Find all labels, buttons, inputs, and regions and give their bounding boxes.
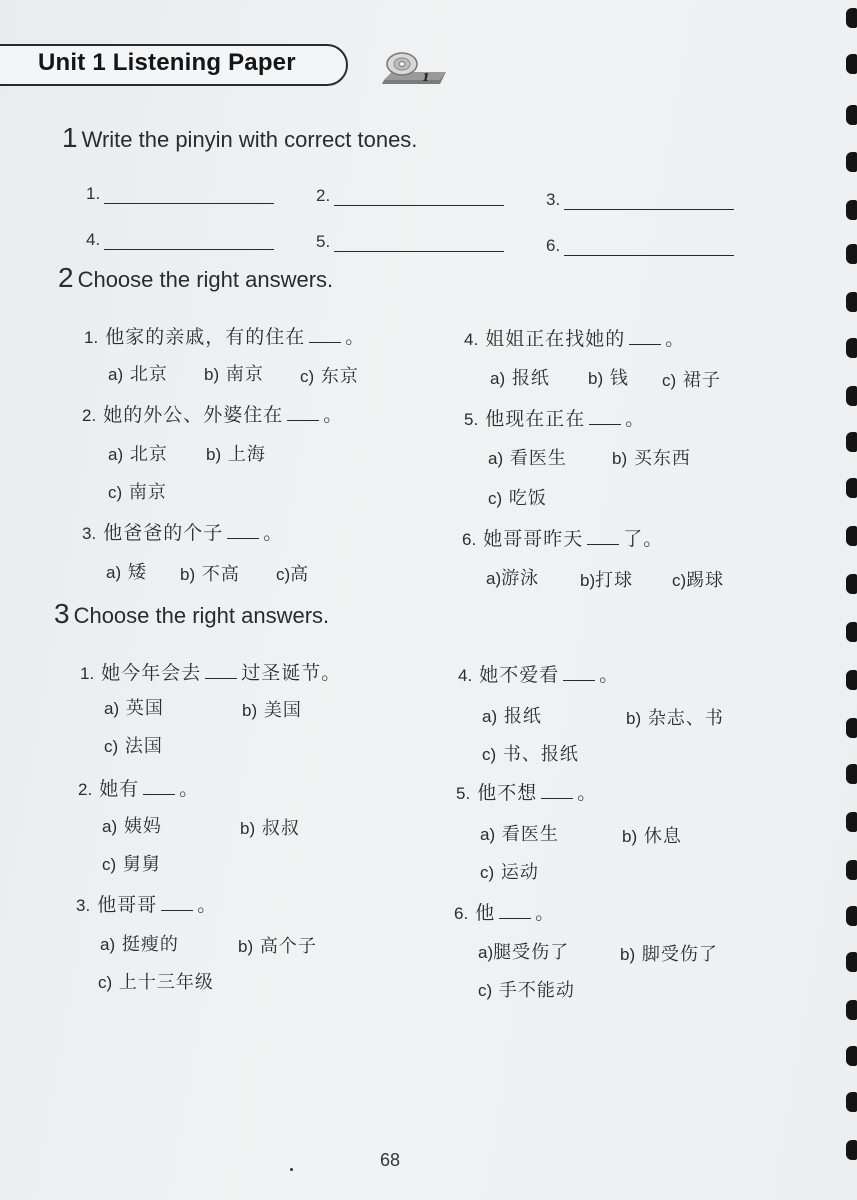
- binding-ring: [846, 8, 857, 28]
- answer-line[interactable]: [334, 233, 504, 252]
- answer-gap[interactable]: [227, 522, 259, 539]
- section-2-heading: [58, 262, 333, 294]
- option-b[interactable]: b)打球: [580, 570, 634, 591]
- option-a[interactable]: a) 矮: [106, 562, 147, 583]
- option-a[interactable]: a) 北京: [108, 364, 168, 385]
- pinyin-blank-2[interactable]: [316, 186, 504, 206]
- answer-gap[interactable]: [629, 328, 661, 345]
- answer-gap[interactable]: [541, 782, 573, 799]
- binding-ring: [846, 152, 857, 172]
- spiral-binding: [837, 0, 857, 1200]
- binding-ring: [846, 386, 857, 406]
- section-number: 1: [62, 122, 78, 153]
- option-b[interactable]: b) 杂志、书: [626, 708, 724, 729]
- option-c[interactable]: c)踢球: [672, 570, 725, 591]
- pinyin-blank-3[interactable]: [546, 190, 734, 210]
- answer-line[interactable]: [564, 191, 734, 210]
- option-a[interactable]: a)腿受伤了: [478, 942, 570, 963]
- binding-ring: [846, 574, 857, 594]
- question-3-4: 4. 她不爱看 。: [458, 664, 620, 686]
- question-3-5: 5. 他不想 。: [456, 782, 598, 804]
- binding-ring: [846, 338, 857, 358]
- question-3-2: 2. 她有 。: [78, 778, 200, 800]
- item-number: 2.: [316, 186, 331, 205]
- page-title: Unit 1 Listening Paper: [38, 49, 296, 76]
- answer-line[interactable]: [564, 237, 734, 256]
- option-a[interactable]: a) 挺瘦的: [100, 934, 179, 955]
- binding-ring: [846, 1092, 857, 1112]
- option-b[interactable]: b) 买东西: [612, 448, 691, 469]
- binding-ring: [846, 105, 857, 125]
- option-c[interactable]: c) 书、报纸: [482, 744, 579, 765]
- option-c[interactable]: c) 裙子: [662, 370, 721, 391]
- option-c[interactable]: c) 法国: [104, 736, 163, 757]
- option-b[interactable]: b) 美国: [242, 700, 302, 721]
- option-c[interactable]: c) 手不能动: [478, 980, 575, 1001]
- answer-gap[interactable]: [563, 664, 595, 681]
- question-3-3: 3. 他哥哥 。: [76, 894, 218, 916]
- binding-ring: [846, 526, 857, 546]
- question-3-6: 6. 他 。: [454, 902, 556, 924]
- answer-gap[interactable]: [287, 404, 319, 421]
- item-number: 4.: [86, 230, 101, 249]
- track-number: 1: [422, 71, 430, 84]
- pinyin-blank-1[interactable]: [86, 184, 274, 204]
- item-number: 5.: [316, 232, 331, 251]
- option-a[interactable]: a) 姨妈: [102, 816, 162, 837]
- section-title: Choose the right answers.: [73, 603, 330, 628]
- option-c[interactable]: c)高: [276, 564, 310, 585]
- section-number: 3: [54, 598, 70, 629]
- binding-ring: [846, 1000, 857, 1020]
- binding-ring: [846, 906, 857, 926]
- binding-ring: [846, 812, 857, 832]
- print-dot: [290, 1168, 293, 1171]
- item-number: 6.: [546, 236, 561, 255]
- option-b[interactable]: b) 高个子: [238, 936, 317, 957]
- pinyin-blank-6[interactable]: [546, 236, 734, 256]
- section-number: 2: [58, 262, 74, 293]
- section-title: Choose the right answers.: [77, 267, 334, 292]
- answer-line[interactable]: [104, 231, 274, 250]
- option-c[interactable]: c) 南京: [108, 482, 167, 503]
- question-2-6: 6. 她哥哥昨天 了。: [462, 528, 664, 550]
- option-c[interactable]: c) 舅舅: [102, 854, 161, 875]
- item-number: 1.: [86, 184, 101, 203]
- binding-ring: [846, 200, 857, 220]
- question-2-1: 1. 他家的亲戚，有的住在 。: [84, 326, 366, 348]
- option-b[interactable]: b) 南京: [204, 364, 264, 385]
- option-b[interactable]: b) 脚受伤了: [620, 944, 718, 965]
- option-c[interactable]: c) 运动: [480, 862, 539, 883]
- answer-line[interactable]: [104, 185, 274, 204]
- option-a[interactable]: a) 报纸: [482, 706, 542, 727]
- option-a[interactable]: a) 看医生: [488, 448, 567, 469]
- binding-ring: [846, 670, 857, 690]
- section-1-heading: [62, 122, 417, 154]
- audio-cd-icon: [378, 50, 448, 86]
- binding-ring: [846, 1046, 857, 1066]
- answer-gap[interactable]: [309, 326, 341, 343]
- answer-gap[interactable]: [205, 662, 237, 679]
- question-2-4: 4. 姐姐正在找她的 。: [464, 328, 686, 350]
- answer-gap[interactable]: [589, 408, 621, 425]
- section-title: Write the pinyin with correct tones.: [81, 127, 418, 152]
- option-b[interactable]: b) 休息: [622, 826, 682, 847]
- page-number: 68: [380, 1150, 401, 1170]
- answer-gap[interactable]: [161, 894, 193, 911]
- binding-ring: [846, 622, 857, 642]
- binding-ring: [846, 54, 857, 74]
- binding-ring: [846, 1140, 857, 1160]
- question-2-2: 2. 她的外公、外婆住在 。: [82, 404, 344, 426]
- option-c[interactable]: c) 东京: [300, 366, 359, 387]
- option-b[interactable]: b) 上海: [206, 444, 266, 465]
- option-a[interactable]: a) 北京: [108, 444, 168, 465]
- option-b[interactable]: b) 钱: [588, 368, 629, 389]
- pinyin-blank-4[interactable]: [86, 230, 274, 250]
- question-2-3: 3. 他爸爸的个子 。: [82, 522, 284, 544]
- answer-gap[interactable]: [587, 528, 619, 545]
- binding-ring: [846, 764, 857, 784]
- binding-ring: [846, 292, 857, 312]
- option-c[interactable]: c) 吃饭: [488, 488, 547, 509]
- option-b[interactable]: b) 不高: [180, 564, 240, 585]
- answer-gap[interactable]: [143, 778, 175, 795]
- answer-gap[interactable]: [499, 902, 531, 919]
- option-a[interactable]: a) 报纸: [490, 368, 550, 389]
- pinyin-blank-5[interactable]: [316, 232, 504, 252]
- binding-ring: [846, 952, 857, 972]
- binding-ring: [846, 478, 857, 498]
- binding-ring: [846, 432, 857, 452]
- option-c[interactable]: c) 上十三年级: [98, 972, 214, 993]
- binding-ring: [846, 244, 857, 264]
- question-3-1: 1. 她今年会去 过圣诞节。: [80, 662, 342, 684]
- option-b[interactable]: b) 叔叔: [240, 818, 300, 839]
- question-2-5: 5. 他现在正在 。: [464, 408, 646, 430]
- option-a[interactable]: a)游泳: [486, 568, 540, 589]
- item-number: 3.: [546, 190, 561, 209]
- option-a[interactable]: a) 看医生: [480, 824, 559, 845]
- binding-ring: [846, 718, 857, 738]
- section-3-heading: [54, 598, 329, 630]
- binding-ring: [846, 860, 857, 880]
- option-a[interactable]: a) 英国: [104, 698, 164, 719]
- answer-line[interactable]: [334, 187, 504, 206]
